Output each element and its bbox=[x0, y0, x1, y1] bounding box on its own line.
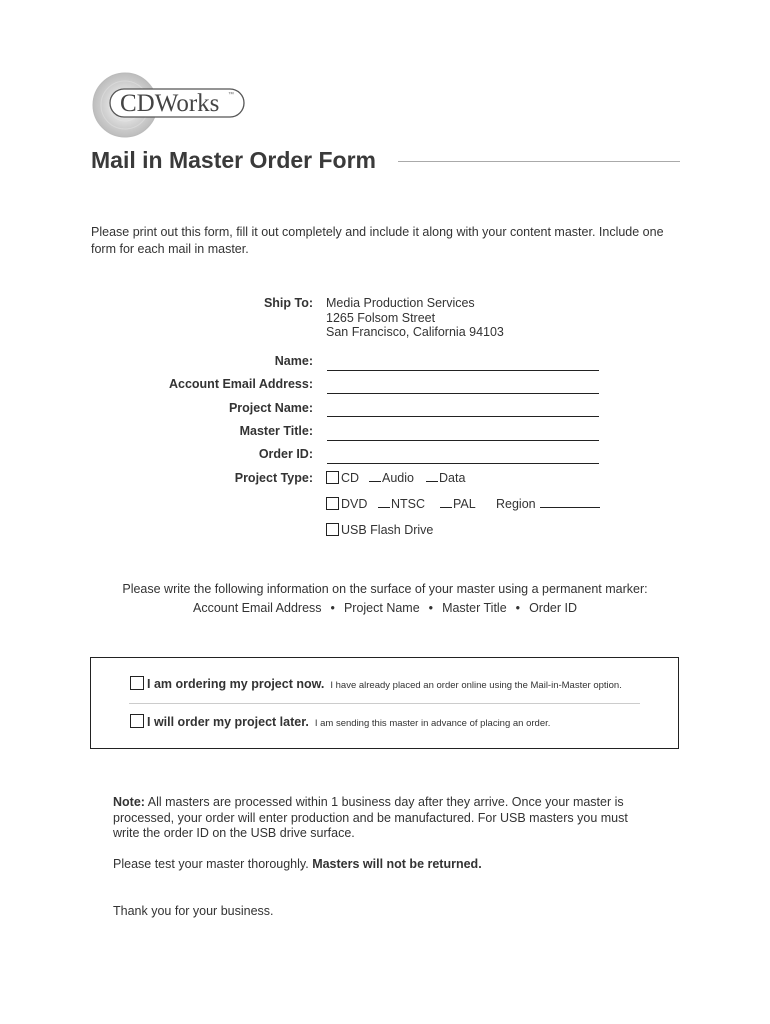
pal-label: PAL bbox=[453, 497, 476, 511]
note-label: Note: bbox=[113, 795, 145, 809]
data-blank[interactable] bbox=[426, 471, 438, 482]
project-name-field[interactable] bbox=[327, 416, 599, 417]
dvd-label: DVD bbox=[341, 497, 368, 511]
marker-item: Account Email Address bbox=[193, 601, 322, 615]
logo-text: CDWorks bbox=[120, 90, 220, 117]
order-later-option[interactable] bbox=[130, 714, 550, 729]
marker-item: Order ID bbox=[529, 601, 577, 615]
test-text: Please test your master thoroughly. bbox=[113, 857, 309, 871]
email-field[interactable] bbox=[327, 393, 599, 394]
cd-checkbox[interactable] bbox=[326, 471, 339, 484]
order-now-description: I have already placed an order online using the Mail-in-Master option. bbox=[330, 680, 622, 691]
audio-label: Audio bbox=[382, 471, 414, 485]
order-id-label: Order ID: bbox=[258, 447, 313, 461]
data-label: Data bbox=[439, 471, 466, 485]
cd-label: CD bbox=[341, 471, 360, 485]
project-type-label: Project Type: bbox=[234, 471, 313, 485]
test-note bbox=[113, 857, 482, 871]
option-region[interactable] bbox=[496, 497, 600, 511]
ship-to-line1: Media Production Services bbox=[326, 296, 475, 310]
choice-divider bbox=[129, 703, 640, 704]
master-title-label: Master Title: bbox=[239, 424, 313, 438]
thank-you-text: Thank you for your business. bbox=[113, 904, 274, 918]
audio-blank[interactable] bbox=[369, 471, 381, 482]
marker-instruction: Please write the following information on the surface of your master using a permanent marker: bbox=[122, 582, 648, 596]
master-title-field[interactable] bbox=[327, 440, 599, 441]
marker-items bbox=[0, 601, 770, 615]
marker-item: Master Title bbox=[442, 601, 507, 615]
order-now-checkbox[interactable] bbox=[130, 676, 144, 690]
processing-note bbox=[113, 795, 653, 842]
bullet-separator: • bbox=[330, 601, 335, 615]
name-label: Name: bbox=[274, 354, 313, 368]
order-now-option[interactable] bbox=[130, 676, 622, 691]
ship-to-line3: San Francisco, California 94103 bbox=[326, 325, 504, 339]
option-usb[interactable] bbox=[326, 523, 433, 537]
order-now-label: I am ordering my project now. bbox=[147, 677, 325, 691]
option-pal[interactable] bbox=[440, 497, 476, 511]
cdworks-logo bbox=[92, 72, 252, 138]
logo-trademark: ™ bbox=[228, 92, 234, 98]
name-field[interactable] bbox=[327, 370, 599, 371]
order-later-checkbox[interactable] bbox=[130, 714, 144, 728]
option-ntsc[interactable] bbox=[378, 497, 425, 511]
title-divider bbox=[398, 161, 680, 162]
dvd-checkbox[interactable] bbox=[326, 497, 339, 510]
ntsc-blank[interactable] bbox=[378, 497, 390, 508]
option-audio[interactable] bbox=[369, 471, 414, 485]
not-returned-warning: Masters will not be returned. bbox=[312, 857, 482, 871]
bullet-separator: • bbox=[515, 601, 521, 615]
intro-text: Please print out this form, fill it out completely and include it along with your content master. Include one form for each mail in master. bbox=[91, 225, 664, 256]
option-data[interactable] bbox=[426, 471, 465, 485]
email-label: Account Email Address: bbox=[168, 377, 313, 391]
bullet-separator: • bbox=[428, 601, 434, 615]
order-later-label: I will order my project later. bbox=[147, 715, 309, 729]
region-label: Region bbox=[496, 497, 536, 511]
option-dvd[interactable] bbox=[326, 497, 367, 511]
order-later-description: I am sending this master in advance of placing an order. bbox=[314, 718, 551, 729]
region-field[interactable] bbox=[540, 497, 600, 508]
page-title: Mail in Master Order Form bbox=[91, 147, 377, 173]
usb-label: USB Flash Drive bbox=[341, 523, 434, 537]
pal-blank[interactable] bbox=[440, 497, 452, 508]
option-cd[interactable] bbox=[326, 471, 359, 485]
project-name-label: Project Name: bbox=[228, 401, 313, 415]
usb-checkbox[interactable] bbox=[326, 523, 339, 536]
note-text: All masters are processed within 1 business day after they arrive. Once your master is processed, your order will enter production and be manufactured. For USB masters you must write the order ID on the USB drive surface. bbox=[113, 795, 628, 840]
ship-to-line2: 1265 Folsom Street bbox=[326, 311, 436, 325]
ntsc-label: NTSC bbox=[391, 497, 426, 511]
marker-item: Project Name bbox=[343, 601, 420, 615]
order-id-field[interactable] bbox=[327, 463, 599, 464]
ship-to-label: Ship To: bbox=[263, 296, 313, 310]
